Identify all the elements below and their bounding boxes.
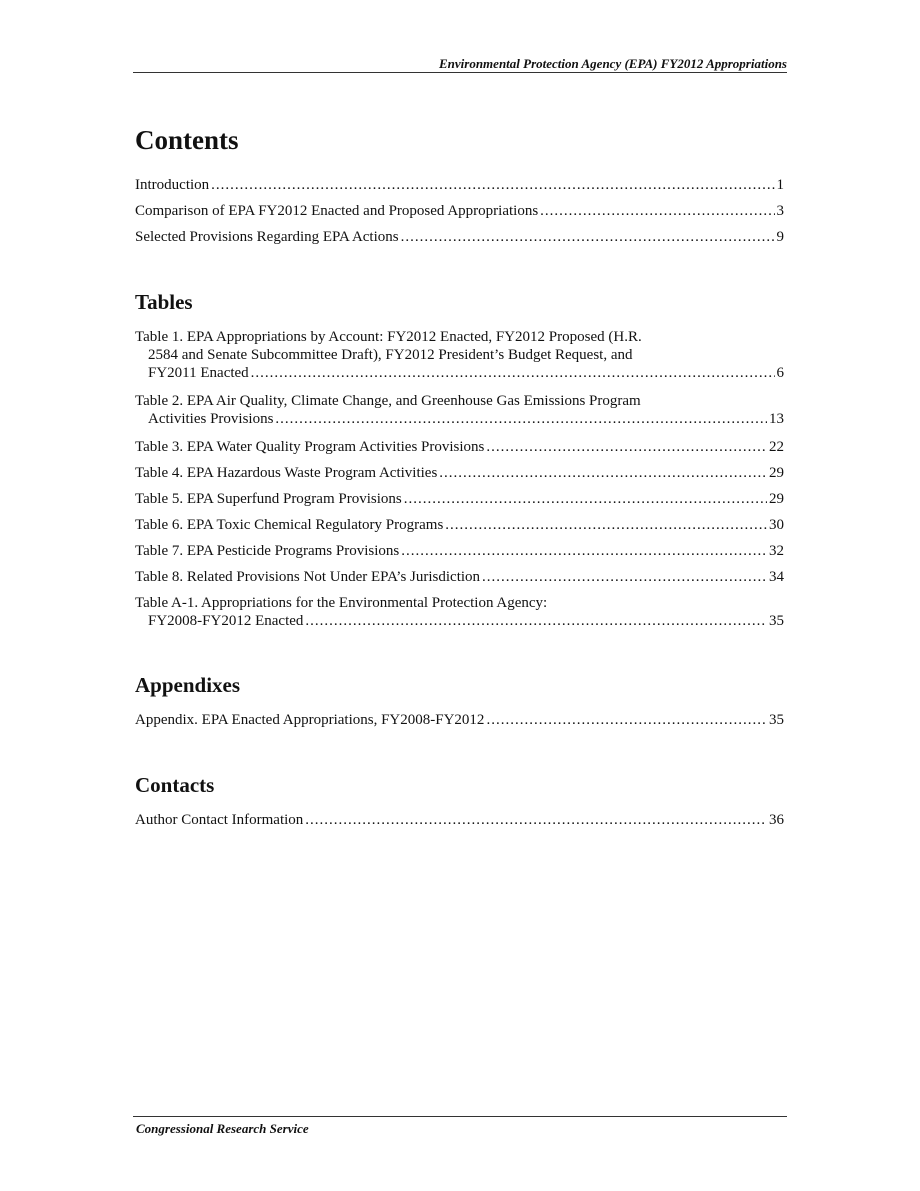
toc-entry-text: Table 7. EPA Pesticide Programs Provisions (135, 543, 400, 559)
toc-entry[interactable] (135, 392, 784, 428)
toc-entry-text: Table 3. EPA Water Quality Program Activities Provisions (135, 439, 485, 455)
appendixes-heading: Appendixes (135, 673, 241, 697)
running-header: Environmental Protection Agency (EPA) FY2012 Appropriations (438, 56, 787, 71)
toc-page-number: 32 (769, 543, 784, 559)
toc-page-number: 9 (776, 229, 784, 245)
dot-leader (275, 410, 767, 428)
toc-page-number: 35 (769, 712, 784, 728)
toc-entry[interactable] (135, 464, 784, 482)
toc-entry[interactable] (135, 711, 784, 729)
tables-heading: Tables (135, 290, 193, 314)
toc-page-number: 13 (769, 411, 784, 427)
toc-entry[interactable] (135, 202, 784, 220)
dot-leader (540, 202, 774, 220)
toc-page-number: 35 (769, 613, 784, 629)
toc-page-number: 22 (769, 439, 784, 455)
dot-leader (401, 542, 767, 560)
dot-leader (251, 364, 775, 382)
contents-heading: Contents (135, 125, 239, 155)
dot-leader (401, 228, 775, 246)
toc-entry-text: FY2008-FY2012 Enacted (148, 613, 304, 629)
toc-page-number: 30 (769, 517, 784, 533)
toc-entry-text: Comparison of EPA FY2012 Enacted and Proposed Appropriations (135, 203, 539, 219)
dot-leader (404, 490, 767, 508)
toc-entry-text: Selected Provisions Regarding EPA Actions (135, 229, 399, 245)
toc-entry[interactable] (135, 542, 784, 560)
footer-rule (133, 1116, 787, 1117)
toc-entry[interactable] (135, 438, 784, 456)
toc-entry-text: Author Contact Information (135, 812, 304, 828)
dot-leader (486, 438, 767, 456)
dot-leader (482, 568, 767, 586)
dot-leader (211, 176, 774, 194)
toc-entry-text: Table 4. EPA Hazardous Waste Program Activities (135, 465, 438, 481)
toc-entry-text: Table 2. EPA Air Quality, Climate Change, and Greenhouse Gas Emissions Program (135, 393, 641, 409)
toc-entry-text: Table 1. EPA Appropriations by Account: FY2012 Enacted, FY2012 Proposed (H.R. (135, 329, 642, 345)
toc-entry[interactable] (135, 811, 784, 829)
dot-leader (305, 612, 767, 630)
toc-page-number: 1 (776, 177, 784, 193)
toc-page-number: 6 (776, 365, 784, 381)
toc-entry-text: 2584 and Senate Subcommittee Draft), FY2012 President’s Budget Request, and (148, 347, 633, 363)
toc-entry[interactable] (135, 176, 784, 194)
toc-page-number: 34 (769, 569, 784, 585)
toc-page-number: 36 (769, 812, 784, 828)
toc-entry[interactable] (135, 516, 784, 534)
toc-entry-text: Table 6. EPA Toxic Chemical Regulatory Programs (135, 517, 444, 533)
toc-entry-text: Introduction (135, 177, 210, 193)
toc-entry-text: Activities Provisions (148, 411, 274, 427)
toc-page-number: 3 (776, 203, 784, 219)
dot-leader (439, 464, 767, 482)
running-footer: Congressional Research Service (136, 1121, 309, 1136)
dot-leader (486, 711, 767, 729)
toc-entry[interactable] (135, 568, 784, 586)
toc-entry-text: FY2011 Enacted (148, 365, 249, 381)
toc-entry[interactable] (135, 594, 784, 630)
toc-entry[interactable] (135, 490, 784, 508)
toc-page-number: 29 (769, 491, 784, 507)
header-rule (133, 72, 787, 73)
toc-entry-text: Appendix. EPA Enacted Appropriations, FY2008-FY2012 (135, 712, 485, 728)
toc-page-number: 29 (769, 465, 784, 481)
toc-entry-text: Table A-1. Appropriations for the Environmental Protection Agency: (135, 595, 548, 611)
dot-leader (445, 516, 767, 534)
toc-entry[interactable] (135, 328, 784, 382)
toc-entry-text: Table 5. EPA Superfund Program Provisions (135, 491, 402, 507)
contacts-heading: Contacts (135, 773, 215, 797)
toc-entry[interactable] (135, 228, 784, 246)
dot-leader (305, 811, 767, 829)
toc-entry-text: Table 8. Related Provisions Not Under EPA’s Jurisdiction (135, 569, 481, 585)
